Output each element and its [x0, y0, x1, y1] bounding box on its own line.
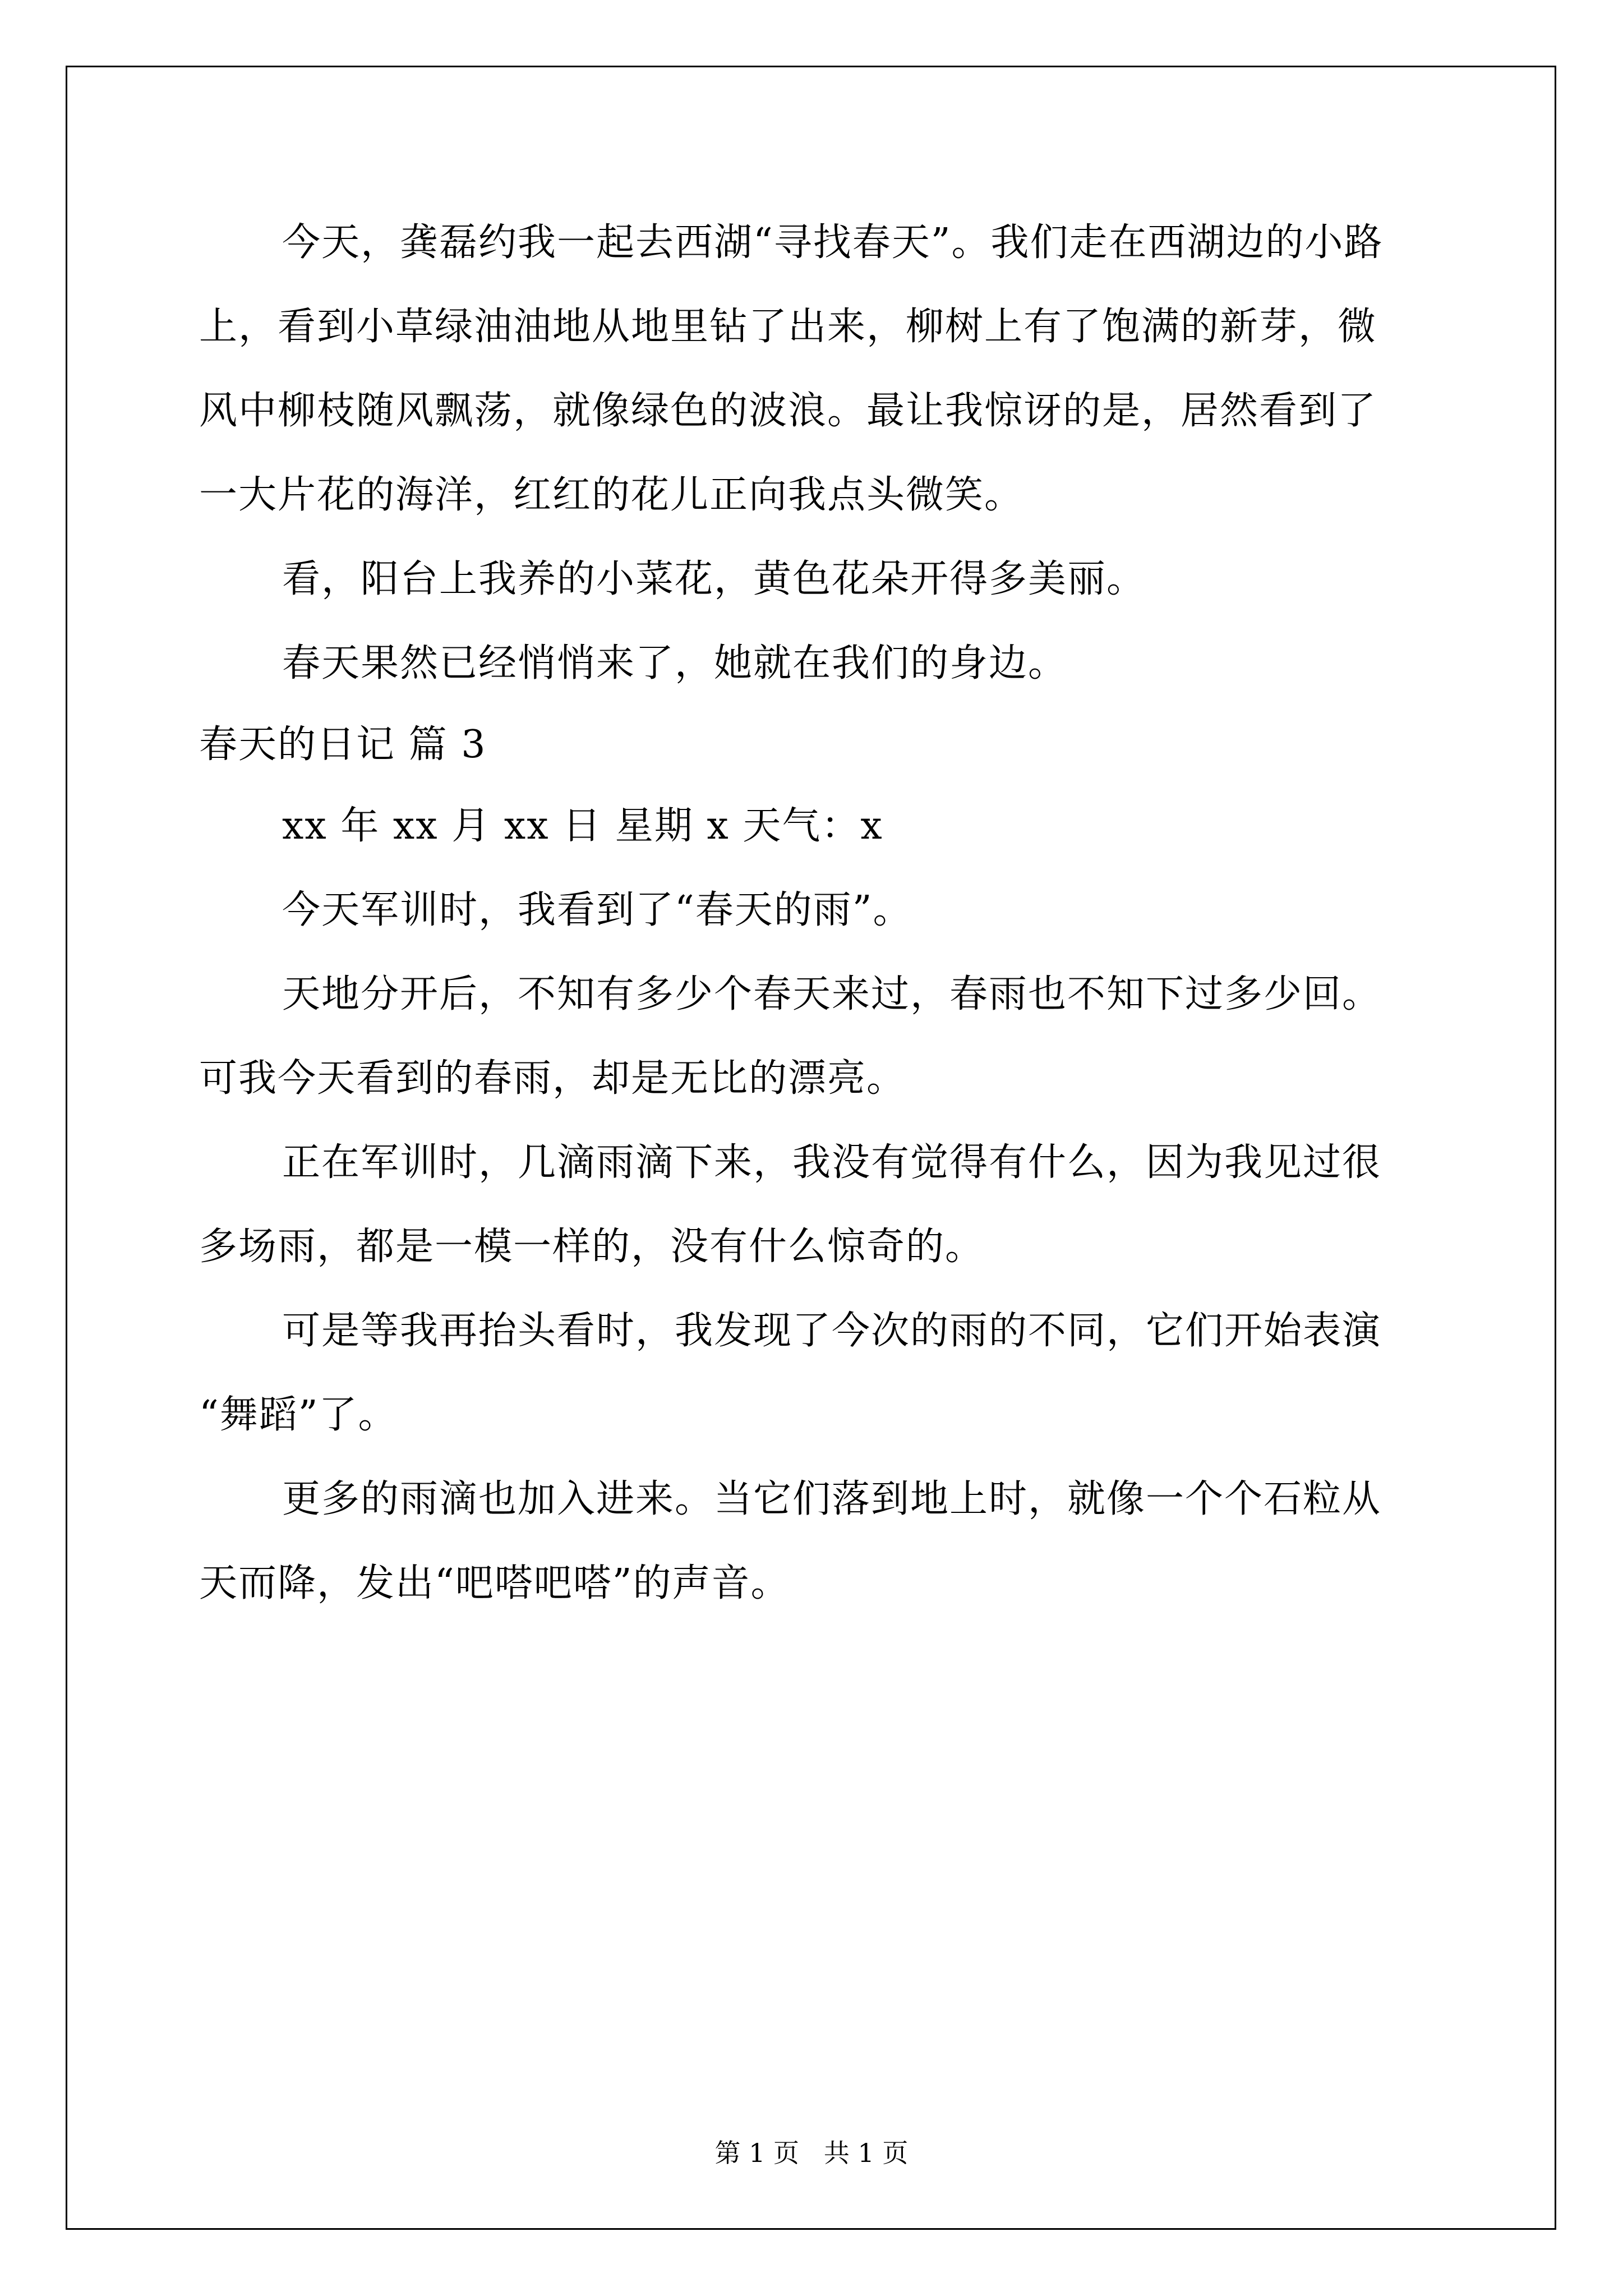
paragraph-line: 风中柳枝随风飘荡，就像绿色的波浪。最让我惊讶的是，居然看到了 [199, 389, 1377, 433]
date-line: xx 年 xx 月 xx 日 星期 x 天气：x [282, 804, 883, 848]
paragraph-line: 更多的雨滴也加入进来。当它们落到地上时，就像一个个石粒从 [282, 1477, 1382, 1521]
paragraph-line: 可是等我再抬头看时，我发现了今次的雨的不同，它们开始表演 [282, 1309, 1382, 1353]
paragraph-line: 今天军训时，我看到了“春天的雨”。 [282, 888, 912, 932]
paragraph-line: “舞蹈”了。 [199, 1393, 398, 1437]
page-footer: 第 1 页 共 1 页 [714, 2138, 909, 2168]
paragraph-line: 多场雨，都是一模一样的，没有什么惊奇的。 [199, 1225, 985, 1269]
paragraph-line: 天而降，发出“吧嗒吧嗒”的声音。 [199, 1561, 790, 1605]
paragraph-line: 天地分开后，不知有多少个春天来过，春雨也不知下过多少回。 [282, 972, 1382, 1016]
paragraph-line: 正在军训时，几滴雨滴下来，我没有觉得有什么，因为我见过很 [282, 1140, 1382, 1185]
paragraph-line: 看，阳台上我养的小菜花，黄色花朵开得多美丽。 [282, 557, 1146, 601]
paragraph-line: 一大片花的海洋，红红的花儿正向我点头微笑。 [199, 473, 1024, 517]
paragraph-line: 可我今天看到的春雨，却是无比的漂亮。 [199, 1056, 906, 1101]
paragraph-line: 今天，龚磊约我一起去西湖“寻找春天”。我们走在西湖边的小路 [282, 220, 1384, 265]
paragraph-line: 春天果然已经悄悄来了，她就在我们的身边。 [282, 641, 1068, 685]
paragraph-line: 上，看到小草绿油油地从地里钻了出来，柳树上有了饱满的新芽，微 [199, 305, 1377, 349]
section-heading: 春天的日记 篇 3 [199, 723, 487, 767]
